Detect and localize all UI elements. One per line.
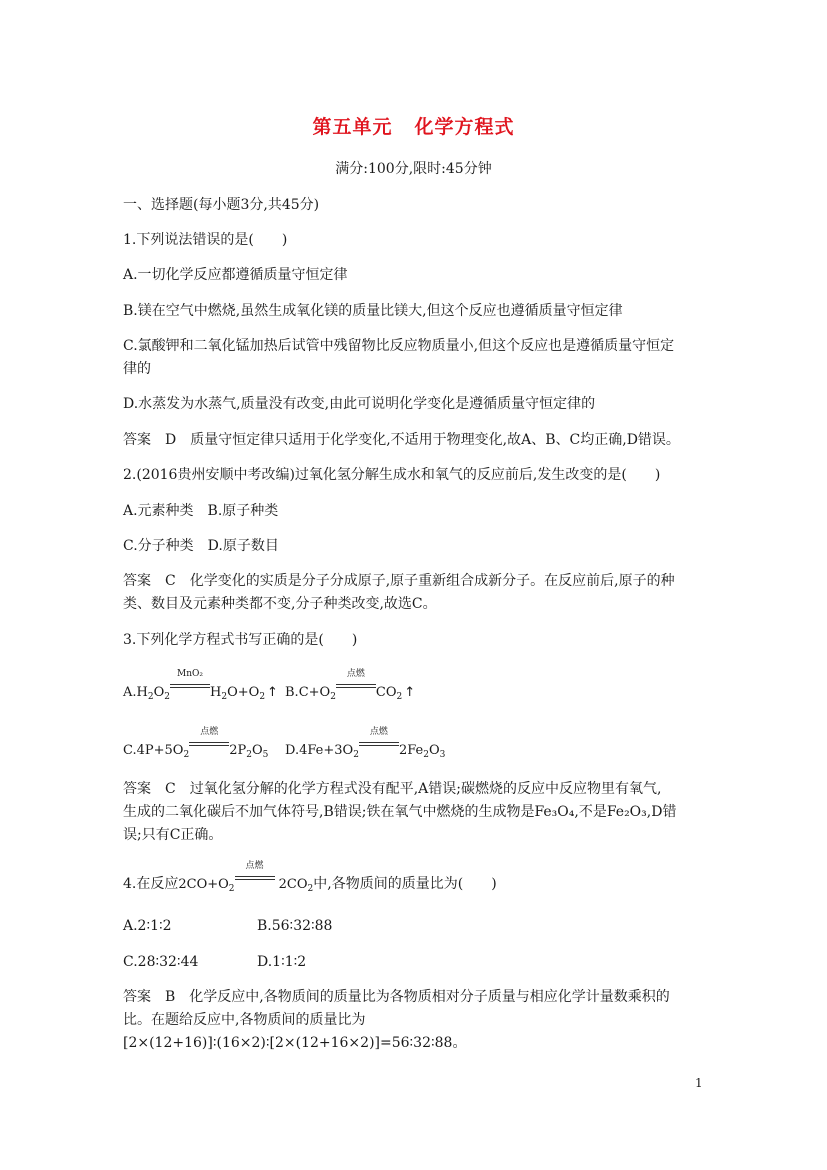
q4-option-b: B.56∶32∶88 <box>257 918 333 934</box>
reaction-condition <box>170 669 210 696</box>
option-label: C. <box>123 743 137 758</box>
answer-letter: B <box>165 989 176 1005</box>
condition-text: 点燃 <box>369 727 388 737</box>
equals-bar <box>235 876 275 877</box>
answer-letter: C <box>165 573 176 589</box>
option-label: A. <box>123 685 137 700</box>
q3-option-d: $D.4Fe+3O_2$ 点燃 $2Fe_2O_3$ <box>285 727 446 760</box>
q4-answer-line1 <box>123 988 670 1006</box>
equals-bar <box>170 684 210 685</box>
answer-letter: C <box>165 781 176 797</box>
score-time-info: 满分:100分,限时:45分钟 <box>335 161 492 177</box>
gas-arrow-icon: ↑ <box>404 685 416 700</box>
q1-option-c-line2: 律的 <box>123 361 151 377</box>
q3-option-c: $C.4P+5O_2$ 点燃 $2P_2O_5$ <box>123 727 269 760</box>
answer-explanation: 质量守恒定律只适用于化学变化,不适用于物理变化,故A、B、C均正确,D错误。 <box>190 432 680 448</box>
q3-option-b: $B.C+O_2$ 点燃 $CO_2$ ↑ <box>285 669 416 702</box>
q2-stem: 2.(2016贵州安顺中考改编)过氧化氢分解生成水和氧气的反应前后,发生改变的是( ) <box>123 467 661 483</box>
q4-option-d: D.1∶1∶2 <box>257 954 307 970</box>
q3-stem: 3.下列化学方程式书写正确的是( ) <box>123 632 358 648</box>
q2-options-cd: C.分子种类 D.原子数目 <box>123 538 279 554</box>
q4-stem: 4.在反应$2CO+O_2$ 点燃 $2CO_2$中,各物质间的质量比为( ) <box>123 861 497 894</box>
q2-answer-line2: 类、数目及元素种类都不变,分子种类改变,故选C。 <box>123 596 437 612</box>
reaction-condition <box>235 861 275 888</box>
q4-option-c: C.28∶32∶44 <box>123 954 199 970</box>
equals-bar <box>170 687 210 688</box>
condition-text: 点燃 <box>200 727 219 737</box>
q4-answer-line3: [2×(12+16)]∶(16×2)∶[2×(12+16×2)]=56∶32∶88。 <box>123 1035 467 1051</box>
condition-text: MnO₂ <box>177 669 204 679</box>
answer-label: 答案 <box>123 573 151 589</box>
q3-answer-line2: 生成的二氧化碳后不加气体符号,B错误;铁在氧气中燃烧的生成物是Fe₃O₄,不是Fe₂O₃,D错 <box>123 804 677 820</box>
q1-option-a: A.一切化学反应都遵循质量守恒定律 <box>123 267 348 283</box>
gas-arrow-icon: ↑ <box>267 685 278 700</box>
answer-explanation: 化学变化的实质是分子分成原子,原子重新组合成新分子。在反应前后,原子的种 <box>189 573 675 589</box>
equals-bar <box>189 745 229 746</box>
reaction-condition <box>359 727 399 754</box>
reaction-condition <box>336 669 376 696</box>
condition-text: 点燃 <box>245 861 264 871</box>
q3-answer-line3: 误;只有C正确。 <box>123 827 223 843</box>
document-title <box>0 112 827 139</box>
option-label: D. <box>285 743 300 758</box>
answer-explanation: 过氧化氢分解的化学方程式没有配平,A错误;碳燃烧的反应中反应物里有氧气, <box>189 781 662 797</box>
answer-explanation: 化学反应中,各物质间的质量比为各物质相对分子质量与相应化学计量数乘积的 <box>189 989 670 1005</box>
q2-answer-line1 <box>123 572 675 590</box>
reaction-condition <box>189 727 229 754</box>
q1-option-d: D.水蒸发为水蒸气,质量没有改变,由此可说明化学变化是遵循质量守恒定律的 <box>123 396 596 412</box>
q1-option-b: B.镁在空气中燃烧,虽然生成氧化镁的质量比镁大,但这个反应也遵循质量守恒定律 <box>123 303 623 319</box>
answer-label: 答案 <box>123 781 151 797</box>
q3-option-a: $A.H_2O_2$ MnO₂ $H_2O+O_2$ ↑ <box>123 669 278 702</box>
equals-bar <box>336 687 376 688</box>
q2-options-ab: A.元素种类 B.原子种类 <box>123 503 279 519</box>
option-label: B. <box>285 685 299 700</box>
equals-bar <box>189 742 229 743</box>
q4-answer-line2: 比。在题给反应中,各物质间的质量比为 <box>123 1012 366 1028</box>
q4-option-a: A.2∶1∶2 <box>123 918 172 934</box>
equals-bar <box>359 742 399 743</box>
answer-letter: D <box>165 432 177 448</box>
title-topic: 化学方程式 <box>414 116 515 138</box>
stem-text: 中,各物质间的质量比为( ) <box>313 876 497 892</box>
q1-stem: 1.下列说法错误的是( ) <box>123 232 288 248</box>
equals-bar <box>235 879 275 880</box>
section-heading: 一、选择题(每小题3分,共45分) <box>123 197 320 213</box>
equals-bar <box>336 684 376 685</box>
q1-option-c-line1: C.氯酸钾和二氧化锰加热后试管中残留物比反应物质量小,但这个反应也是遵循质量守恒定 <box>123 338 675 354</box>
page-number: 1 <box>695 1076 703 1090</box>
equals-bar <box>359 745 399 746</box>
title-unit: 第五单元 <box>312 116 393 138</box>
condition-text: 点燃 <box>346 669 365 679</box>
q1-answer <box>123 431 680 449</box>
answer-label: 答案 <box>123 432 151 448</box>
q3-answer-line1 <box>123 780 661 798</box>
stem-text: 4.在反应 <box>123 876 179 892</box>
answer-label: 答案 <box>123 989 151 1005</box>
